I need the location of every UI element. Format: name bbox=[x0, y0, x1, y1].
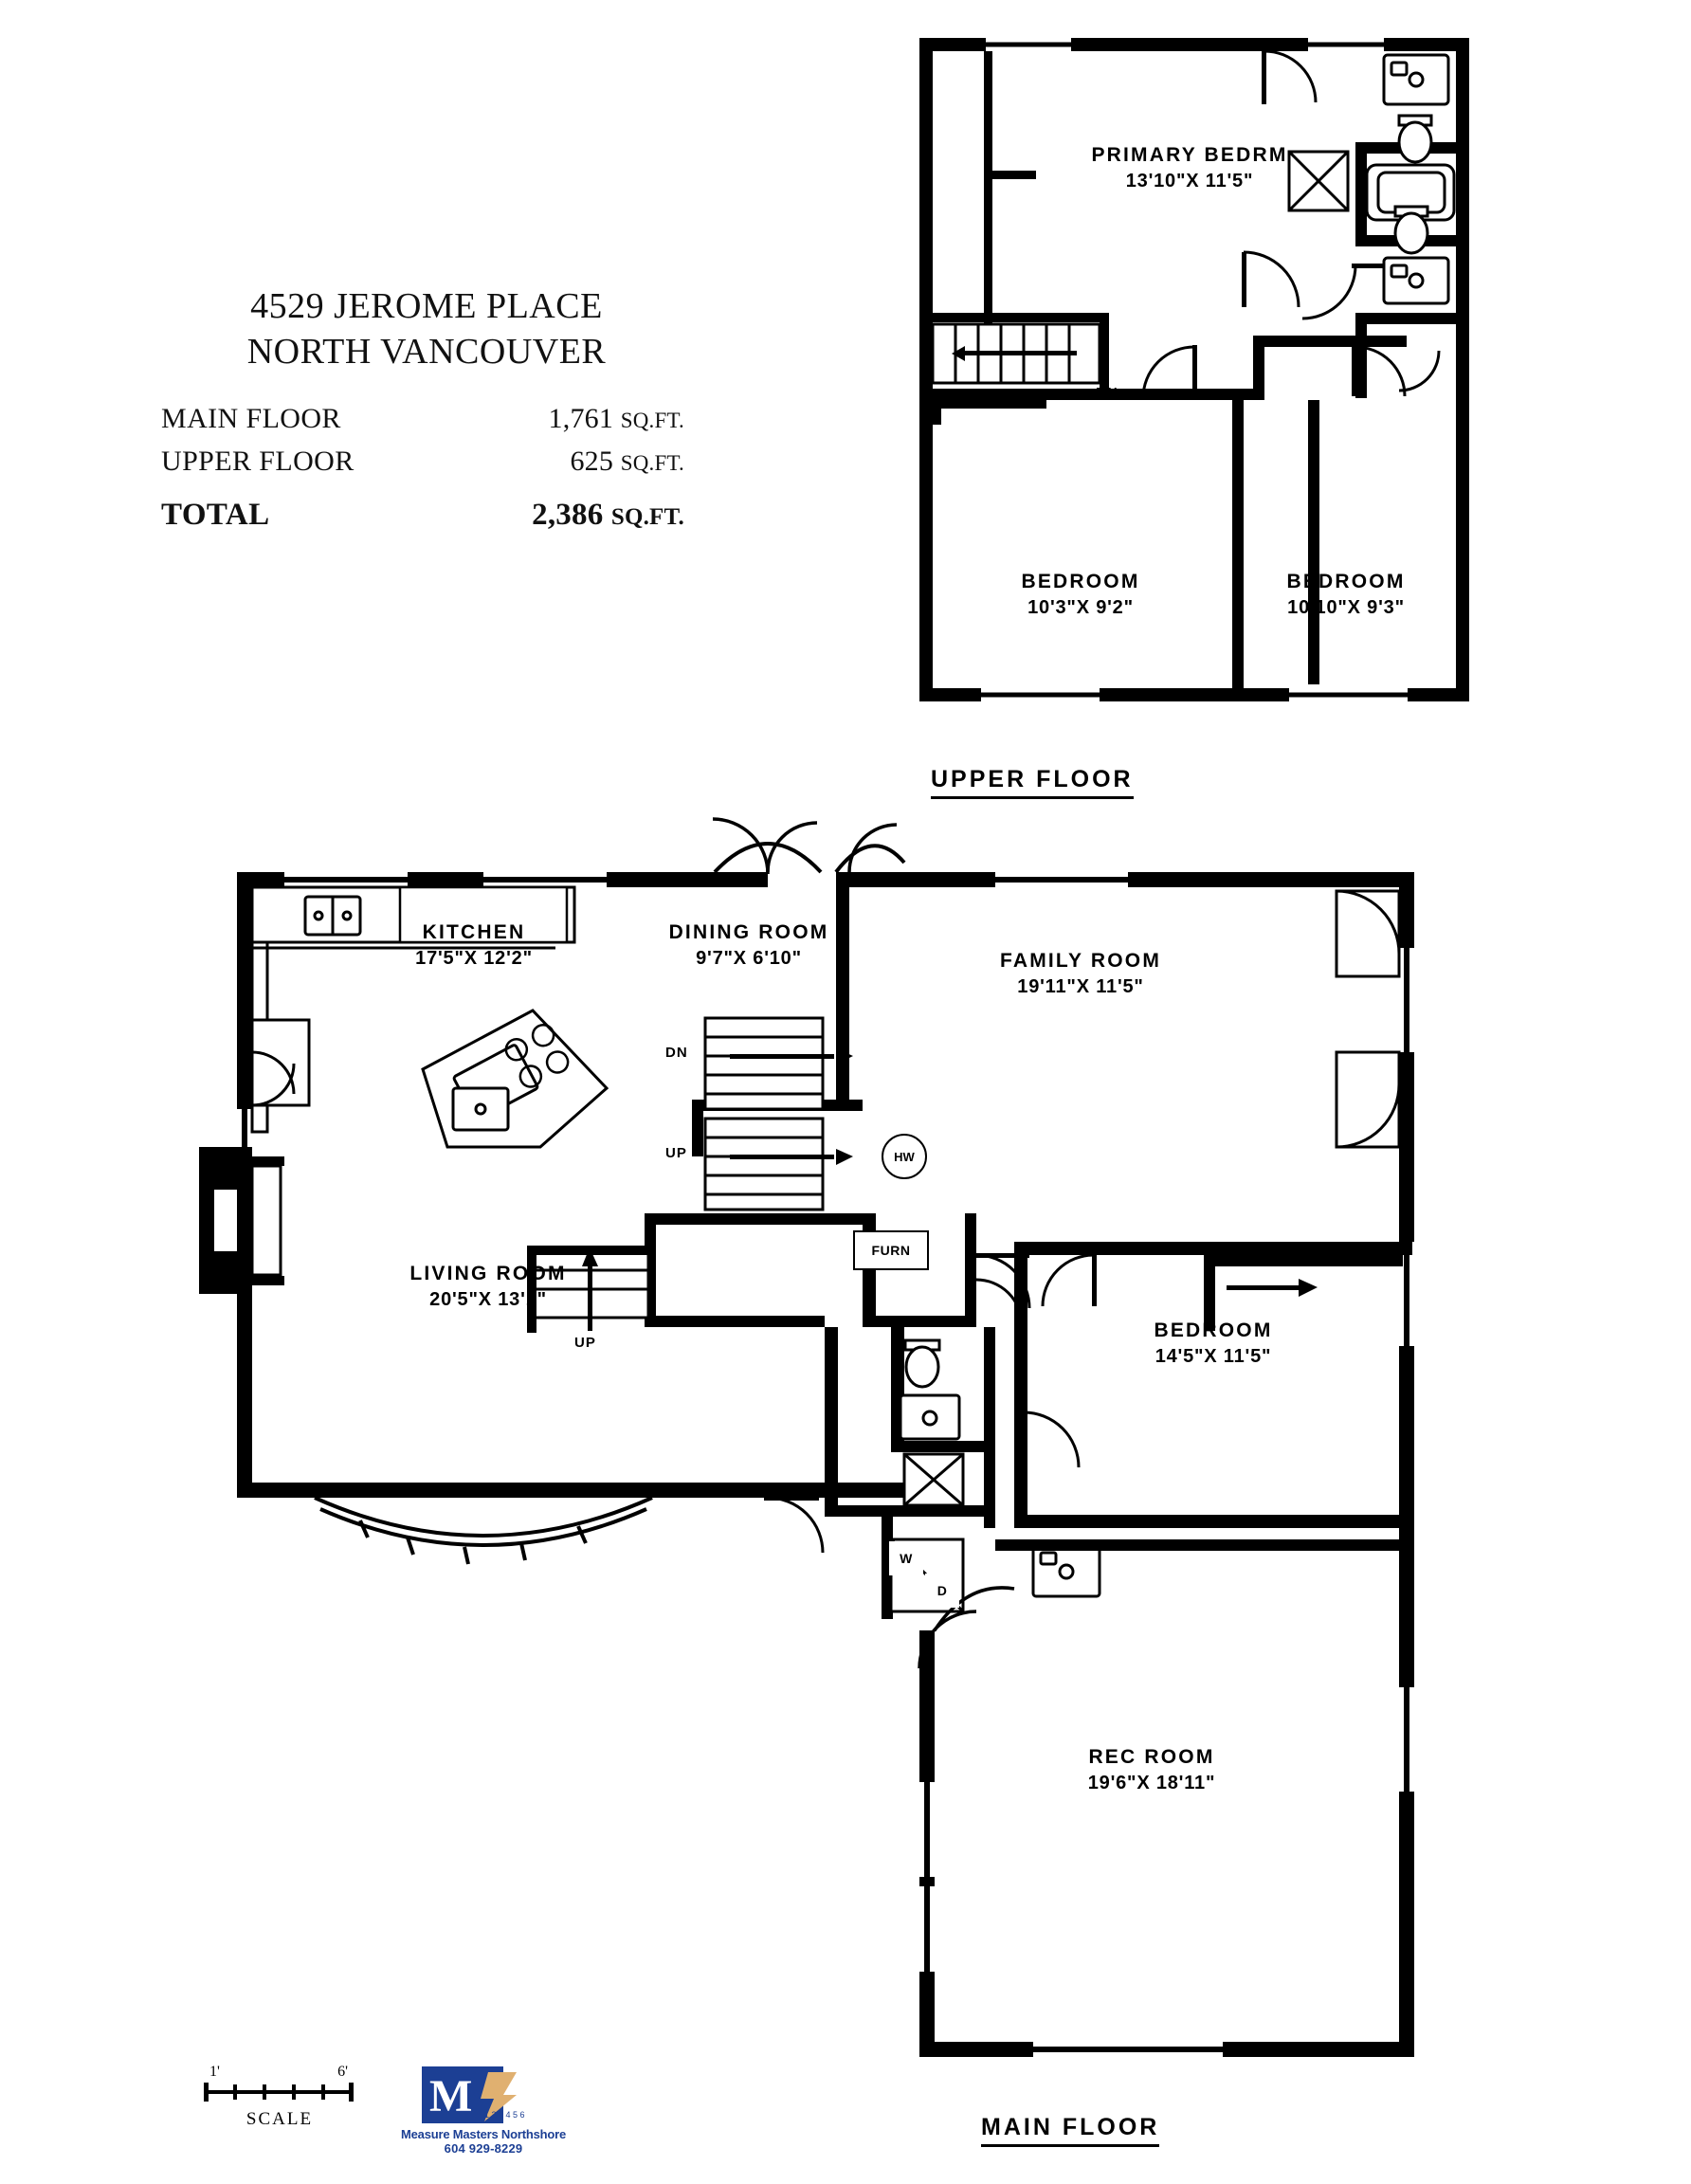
dryer-icon: D bbox=[925, 1574, 959, 1608]
room-name: KITCHEN bbox=[422, 921, 526, 943]
scale-ticks bbox=[194, 2064, 365, 2107]
stair-direction-up-living: UP bbox=[574, 1335, 596, 1351]
scale-label-right: 6' bbox=[337, 2064, 348, 2080]
area-row-upper-floor bbox=[161, 440, 692, 482]
stair-direction-up-main: UP bbox=[665, 1145, 687, 1161]
room-label-bedroom-main bbox=[1062, 1318, 1365, 1369]
area-value-upper-floor: 625 SQ.FT. bbox=[570, 445, 684, 477]
room-name: BEDROOM bbox=[1154, 1320, 1273, 1341]
area-label-upper-floor: UPPER FLOOR bbox=[161, 445, 355, 477]
room-dims: 17'5"X 12'2" bbox=[415, 947, 533, 969]
room-name: LIVING ROOM bbox=[409, 1263, 567, 1284]
washer-icon: W bbox=[889, 1541, 923, 1575]
room-dims: 19'6"X 18'11" bbox=[1087, 1772, 1216, 1793]
company-logo bbox=[398, 2066, 569, 2156]
room-dims: 19'11"X 11'5" bbox=[1017, 975, 1144, 997]
scale-graphic bbox=[194, 2081, 365, 2107]
scale-caption: SCALE bbox=[245, 2109, 314, 2129]
room-dims: 9'7"X 6'10" bbox=[696, 947, 802, 969]
room-label-rec-room bbox=[995, 1744, 1308, 1795]
area-row-total bbox=[161, 492, 692, 539]
room-dims: 14'5"X 11'5" bbox=[1155, 1345, 1272, 1367]
room-dims: 10'3"X 9'2" bbox=[1027, 596, 1134, 618]
company-name: Measure Masters Northshore bbox=[401, 2127, 566, 2141]
room-label-primary-bedroom bbox=[1033, 142, 1346, 193]
room-name: DINING ROOM bbox=[668, 921, 829, 943]
scale-bar bbox=[194, 2064, 365, 2130]
address-line-2: NORTH VANCOUVER bbox=[246, 332, 607, 373]
scale-label-left: 1' bbox=[209, 2064, 220, 2080]
mv-logo-icon bbox=[422, 2066, 545, 2125]
hot-water-tank-icon: HW bbox=[882, 1134, 927, 1179]
area-label-total: TOTAL bbox=[161, 497, 270, 532]
main-floor-geometry bbox=[199, 834, 1488, 2095]
room-name: REC ROOM bbox=[1088, 1746, 1215, 1768]
room-name: PRIMARY BEDRM bbox=[1091, 144, 1288, 166]
area-value-total: 2,386 SQ.FT. bbox=[532, 497, 684, 532]
main-floor-plan bbox=[199, 834, 1479, 2085]
area-row-main-floor bbox=[161, 397, 692, 440]
upper-floor-geometry bbox=[910, 28, 1498, 749]
room-label-dining-room bbox=[607, 919, 891, 971]
room-name: BEDROOM bbox=[1021, 571, 1140, 592]
room-label-living-room bbox=[346, 1261, 630, 1312]
room-label-bedroom-3 bbox=[1194, 569, 1498, 620]
area-label-main-floor: MAIN FLOOR bbox=[161, 402, 341, 434]
svg-text:1 2 3 4 5 6: 1 2 3 4 5 6 bbox=[484, 2110, 525, 2120]
room-label-family-room bbox=[929, 948, 1232, 999]
room-label-bedroom-2 bbox=[929, 569, 1232, 620]
upper-floor-plan bbox=[910, 28, 1488, 730]
room-dims: 20'5"X 13'1" bbox=[429, 1288, 547, 1310]
room-dims: 10'10"X 9'3" bbox=[1287, 596, 1405, 618]
area-value-main-floor: 1,761 SQ.FT. bbox=[548, 402, 684, 434]
room-name: BEDROOM bbox=[1286, 571, 1406, 592]
furnace-icon: FURN bbox=[853, 1230, 929, 1270]
stair-direction-dn-upper: DN bbox=[1096, 385, 1118, 401]
company-phone: 604 929-8229 bbox=[444, 2141, 523, 2156]
room-name: FAMILY ROOM bbox=[999, 950, 1162, 972]
address-line-1: 4529 JEROME PLACE bbox=[250, 286, 603, 326]
title-block bbox=[161, 284, 692, 538]
room-label-kitchen bbox=[332, 919, 616, 971]
main-floor-caption: MAIN FLOOR bbox=[981, 2114, 1159, 2147]
stair-direction-dn-main: DN bbox=[665, 1045, 688, 1061]
room-dims: 13'10"X 11'5" bbox=[1125, 170, 1254, 191]
svg-text:M: M bbox=[429, 2071, 473, 2121]
upper-floor-caption: UPPER FLOOR bbox=[931, 766, 1134, 799]
